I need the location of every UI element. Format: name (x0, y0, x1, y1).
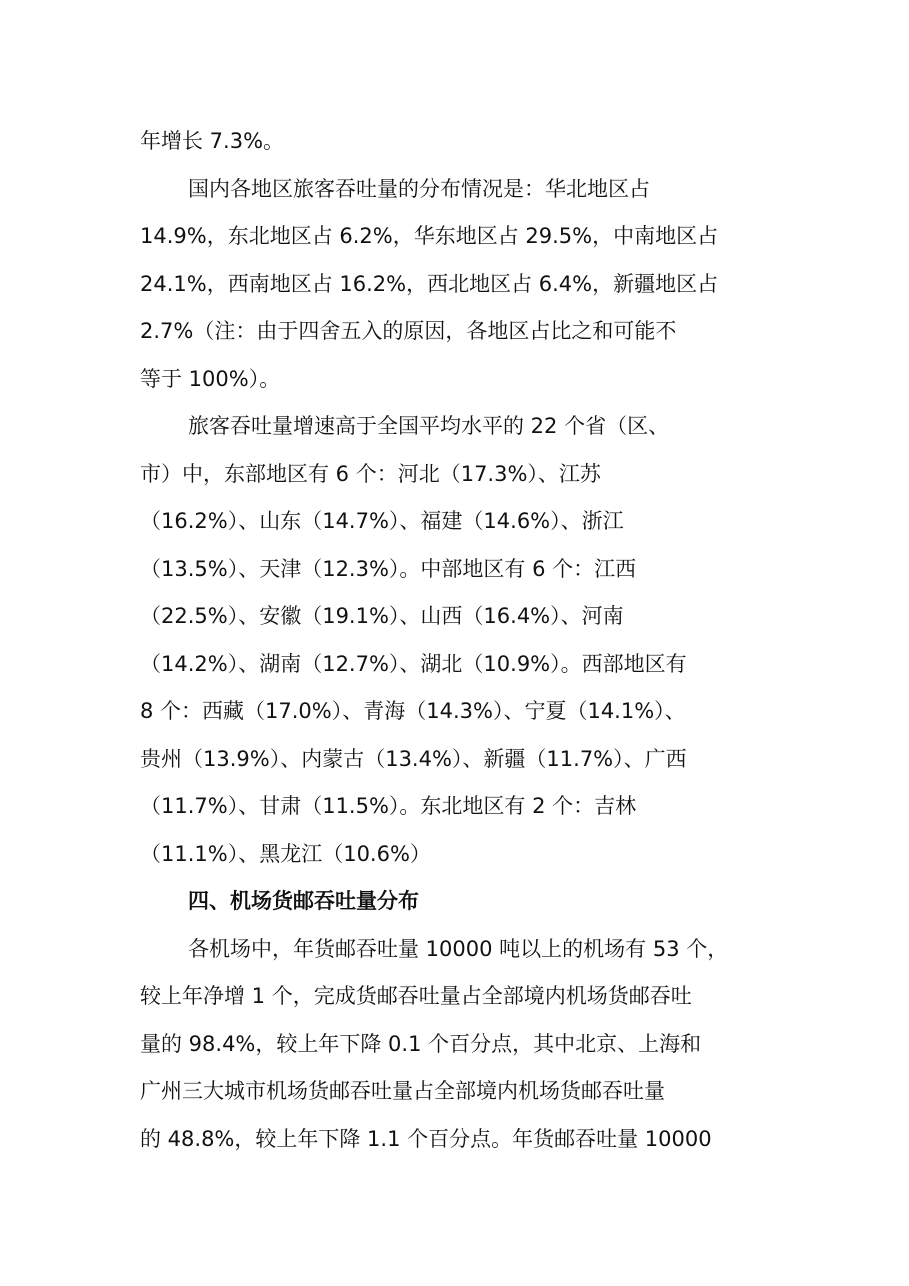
paragraph-line: 的 48.8%，较上年下降 1.1 个百分点。年货邮吞吐量 10000 (140, 1126, 712, 1151)
paragraph-line: 广州三大城市机场货邮吞吐量占全部境内机场货邮吞吐量 (140, 1079, 665, 1103)
paragraph-line: 年增长 7.3%。 (140, 129, 285, 153)
paragraph-line: （16.2%）、山东（14.7%）、福建（14.6%）、浙江 (140, 509, 624, 533)
paragraph-line: （13.5%）、天津（12.3%）。中部地区有 6 个：江西 (140, 556, 637, 581)
paragraph-line: （14.2%）、湖南（12.7%）、湖北（10.9%）。西部地区有 (140, 651, 687, 676)
paragraph-line: 各机场中，年货邮吞吐量 10000 吨以上的机场有 53 个， (188, 936, 729, 961)
paragraph-line: （11.1%）、黑龙江（10.6%） (140, 841, 431, 866)
paragraph-line: 24.1%，西南地区占 16.2%，西北地区占 6.4%，新疆地区占 (140, 271, 719, 296)
paragraph-line: 14.9%，东北地区占 6.2%，华东地区占 29.5%，中南地区占 (140, 224, 719, 248)
paragraph-line: 等于 100%）。 (140, 366, 281, 391)
paragraph-line: 贵州（13.9%）、内蒙古（13.4%）、新疆（11.7%）、广西 (140, 746, 687, 771)
section-heading: 四、机场货邮吞吐量分布 (188, 889, 419, 913)
paragraph-line: 量的 98.4%，较上年下降 0.1 个百分点，其中北京、上海和 (140, 1031, 702, 1056)
document-body (140, 118, 772, 1163)
paragraph-line: 旅客吞吐量增速高于全国平均水平的 22 个省（区、 (188, 414, 670, 438)
paragraph-line: 较上年净增 1 个，完成货邮吞吐量占全部境内机场货邮吞吐 (140, 984, 692, 1008)
paragraph-line: （22.5%）、安徽（19.1%）、山西（16.4%）、河南 (140, 604, 624, 628)
paragraph-line: 2.7%（注：由于四舍五入的原因，各地区占比之和可能不 (140, 319, 677, 343)
paragraph-line: 国内各地区旅客吞吐量的分布情况是：华北地区占 (188, 176, 650, 201)
paragraph-line: 市）中，东部地区有 6 个：河北（17.3%）、江苏 (140, 461, 601, 486)
paragraph-line: 8 个：西藏（17.0%）、青海（14.3%）、宁夏（14.1%）、 (140, 699, 686, 723)
paragraph-line: （11.7%）、甘肃（11.5%）。东北地区有 2 个：吉林 (140, 794, 637, 818)
